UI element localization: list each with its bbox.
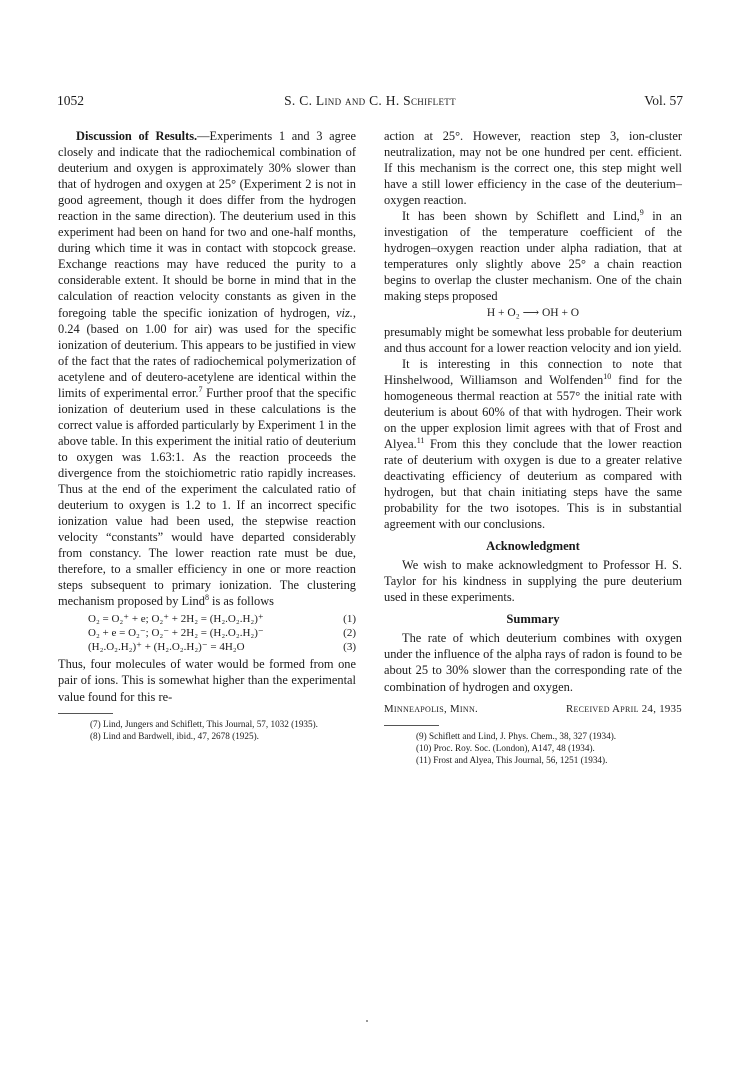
- discussion-paragraph: [58, 128, 356, 609]
- hinshelwood-text-c: From this they conclude that the lower reaction rate of deuterium with oxygen is due to a greater relative deactivating efficiency of deuterium as compared with hydrogen, but that chain initiating steps have the same probability for the two isotopes. This is in substantial agreement with our conclusions.: [384, 436, 682, 532]
- running-header: [57, 93, 683, 113]
- equation-number: (3): [343, 641, 356, 654]
- footnote-rule: [58, 713, 113, 714]
- place-label: Minneapolis, Minn.: [384, 702, 479, 715]
- ref-9: 9: [639, 208, 644, 218]
- footnote-10: (10) Proc. Roy. Soc. (London), A147, 48 (1934).: [416, 742, 595, 753]
- discussion-text-d: is as follows: [208, 594, 275, 609]
- presumably-paragraph: presumably might be somewhat less probable for deuterium and thus account for a lower reaction velocity and ion yield.: [384, 324, 682, 355]
- equation-block: [58, 612, 356, 654]
- hinshelwood-paragraph: [384, 356, 682, 533]
- footnote-rule: [384, 725, 439, 726]
- equation-number: (2): [343, 627, 356, 640]
- equation-2: O₂ + e = O₂⁻; O₂⁻ + 2H₂ = (H₂.O₂.H₂)⁻: [88, 627, 264, 640]
- signature-line: [384, 701, 682, 717]
- volume-label: Vol. 57: [644, 93, 683, 108]
- ref-8: 8: [204, 593, 209, 603]
- summary-text: The rate of which deuterium combines with oxygen under the influence of the alpha rays of radon is found to be about 25 to 30% slower than the corresponding rate of the combination of hydrogen and oxygen.: [384, 631, 682, 694]
- hinshelwood-text-a: It is interesting in this connection to note that Hinshelwood, Williamson and Wolfenden: [384, 356, 682, 387]
- received-date: Received April 24, 1935: [565, 702, 682, 715]
- ref-10: 10: [603, 371, 612, 381]
- continued-paragraph: action at 25°. However, reaction step 3, ion-cluster neutralization, may not be one hundred per cent. efficient. If this mechanism is the correct one, this step might well have a still lower efficiency in the case of the deuterium–oxygen reaction.: [384, 129, 682, 208]
- discussion-text-a: —Experiments 1 and 3 agree closely and indicate that the radiochemical combination of deuterium and oxygen is approximately 30% slower than that of hydrogen and oxygen at 25° (Experiment 2 is not in good agreement, though it does differ from the hydrogen reaction in the same direction). The deuterium used in this experiment had been on hand for two and one-half months, during which time it was in contact with stopcock grease. Exchange reactions may have reduced the purity to a considerable extent. It should be borne in mind that in the calculation of reaction velocity constants as given in the foregoing table the specific ionization of hydrogen,: [58, 129, 356, 320]
- equation-row: [58, 626, 356, 640]
- footnote-7: (7) Lind, Jungers and Schiflett, This Journal, 57, 1032 (1935).: [90, 718, 318, 729]
- chain-text-b: in an investigation of the temperature coefficient of the hydrogen–oxygen reaction under alpha radiation, that at temperatures only slightly above 25° a chain reaction begins to overlap the cluster mechanism. One of the chain making steps proposed: [384, 209, 683, 304]
- running-authors: S. C. Lind and C. H. Schiflett: [284, 93, 456, 108]
- page-number: 1052: [57, 93, 84, 108]
- chain-equation: H + O₂ ⟶ OH + O: [486, 306, 580, 319]
- footnote-9: (9) Schiflett and Lind, J. Phys. Chem., 38, 327 (1934).: [416, 730, 617, 741]
- equation-number: (1): [343, 613, 356, 626]
- acknowledgment-text: We wish to make acknowledgment to Professor H. S. Taylor for his kindness in supplying the pure deuterium used in these experiments.: [384, 558, 682, 605]
- scan-speck: [366, 1020, 368, 1022]
- chain-paragraph: [384, 208, 682, 304]
- equation-1: O₂ = O₂⁺ + e; O₂⁺ + 2H₂ = (H₂.O₂.H₂)⁺: [88, 613, 264, 626]
- chain-text-a: It has been shown by Schiflett and Lind,: [402, 209, 640, 224]
- left-column: [58, 128, 356, 742]
- discussion-text-b: , 0.24 (based on 1.00 for air) was used for the specific ionization of deuterium. This appears to be justified in view of the fact that the rates of radiochemical polymerization of acetylene and of deutero-acetylene are identical within the limits of experimental error.: [58, 305, 356, 400]
- equation-3: (H₂.O₂.H₂)⁺ + (H₂.O₂.H₂)⁻ = 4H₂O: [88, 641, 245, 654]
- section-runin-head: Discussion of Results.: [76, 129, 198, 143]
- hinshelwood-text-b: find for the homogeneous thermal reaction at 557° the initial rate with deuterium is about 60% of that with hydrogen. Their work on the upper explosion limit agrees with that of Frost and Alyea.: [384, 372, 682, 451]
- viz-italic: viz.: [336, 305, 353, 320]
- acknowledgment-heading: Acknowledgment: [486, 539, 580, 554]
- discussion-text-c: Further proof that the specific ionization of deuterium used in these calculations is the correct value is afforded particularly by Experiment 1 in the above table. In this experiment the initial ratio of deuterium to oxygen was 1.63:1. As the reaction proceeds the divergence from the stoichiometric ratio rapidly increases. Thus at the end of the experiment the calculated ratio of deuterium to oxygen is 1.2 to 1. If an incorrect specific ionization value had been used, the stepwise reaction velocity “constants” would have departed considerably from constancy. The lower reaction rate must be due, therefore, to a smaller efficiency in one or more reaction steps subsequent to primary ionization. The clustering mechanism proposed by Lind: [58, 385, 356, 609]
- footnote-8: (8) Lind and Bardwell, ibid., 47, 2678 (1925).: [90, 730, 259, 741]
- ref-7: 7: [198, 384, 203, 394]
- equation-row: [58, 640, 356, 654]
- continuation-paragraph: Thus, four molecules of water would be formed from one pair of ions. This is somewhat higher than the experimental value found for this re-: [58, 657, 356, 704]
- equation-row: [58, 612, 356, 626]
- footnote-11: (11) Frost and Alyea, This Journal, 56, 1251 (1934).: [416, 754, 608, 765]
- right-column: [384, 128, 682, 766]
- ref-11: 11: [416, 435, 425, 445]
- summary-heading: Summary: [506, 612, 560, 627]
